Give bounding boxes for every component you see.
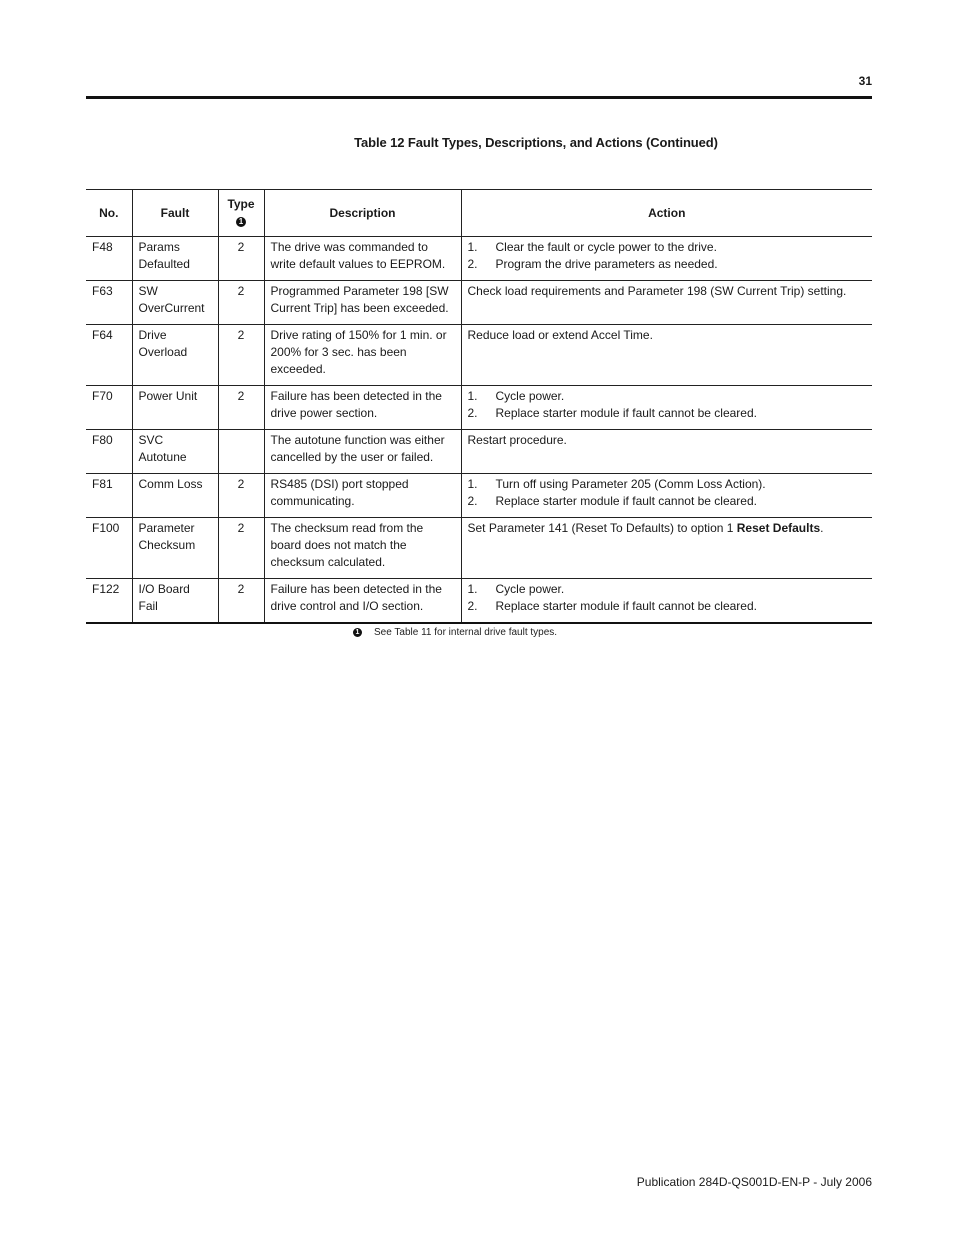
fault-number: F80 (86, 430, 132, 474)
publication-footer: Publication 284D-QS001D-EN-P - July 2006 (636, 1175, 872, 1189)
fault-name: Params Defaulted (132, 237, 218, 281)
action-step-number: 1. (467, 389, 478, 403)
action-step (468, 256, 867, 273)
column-header-fault: Fault (132, 190, 218, 237)
fault-description: RS485 (DSI) port stopped communicating. (264, 474, 461, 518)
action-text-end: . (820, 521, 824, 535)
fault-action (461, 579, 872, 624)
action-step (468, 239, 867, 256)
action-step-text: Clear the fault or cycle power to the drive. (495, 240, 717, 254)
fault-name: SVC Autotune (132, 430, 218, 474)
fault-action: Check load requirements and Parameter 198 (SW Current Trip) setting. (461, 281, 872, 325)
table-row (86, 518, 872, 579)
action-step-text: Replace starter module if fault cannot be cleared. (495, 494, 757, 508)
action-step-number: 1. (467, 582, 478, 596)
fault-table (86, 189, 872, 624)
fault-type: 2 (218, 474, 264, 518)
page-number: 31 (858, 74, 872, 88)
fault-description: Drive rating of 150% for 1 min. or 200% for 3 sec. has been exceeded. (264, 325, 461, 386)
fault-type: 2 (218, 579, 264, 624)
fault-action: Reduce load or extend Accel Time. (461, 325, 872, 386)
fault-type: 2 (218, 386, 264, 430)
column-header-description: Description (264, 190, 461, 237)
column-header-action: Action (461, 190, 872, 237)
action-step-number: 2. (467, 494, 478, 508)
fault-number: F48 (86, 237, 132, 281)
fault-action: Restart procedure. (461, 430, 872, 474)
fault-description: The autotune function was either cancelled by the user or failed. (264, 430, 461, 474)
action-step (468, 493, 867, 510)
fault-name: Drive Overload (132, 325, 218, 386)
fault-name: I/O Board Fail (132, 579, 218, 624)
table-row (86, 474, 872, 518)
action-step-text: Program the drive parameters as needed. (495, 257, 718, 271)
fault-description: Programmed Parameter 198 [SW Current Trip] has been exceeded. (264, 281, 461, 325)
table-header-row (86, 190, 872, 237)
fault-action (461, 237, 872, 281)
top-rule (86, 96, 872, 99)
fault-type: 2 (218, 518, 264, 579)
table-row (86, 430, 872, 474)
fault-number: F81 (86, 474, 132, 518)
action-step (468, 388, 867, 405)
action-step (468, 598, 867, 615)
action-step-text: Turn off using Parameter 205 (Comm Loss Action). (495, 477, 766, 491)
fault-number: F70 (86, 386, 132, 430)
fault-number: F122 (86, 579, 132, 624)
footnote (353, 627, 557, 638)
fault-number: F100 (86, 518, 132, 579)
fault-name: Comm Loss (132, 474, 218, 518)
fault-action (461, 386, 872, 430)
column-header-no: No. (86, 190, 132, 237)
fault-name: SW OverCurrent (132, 281, 218, 325)
footnote-text: See Table 11 for internal drive fault types. (374, 627, 558, 638)
fault-description: The checksum read from the board does not match the checksum calculated. (264, 518, 461, 579)
column-header-type (218, 190, 264, 237)
fault-description: Failure has been detected in the drive control and I/O section. (264, 579, 461, 624)
action-text: Set Parameter 141 (Reset To Defaults) to option 1 (467, 521, 737, 535)
action-step-number: 2. (467, 257, 478, 271)
fault-action (461, 518, 872, 579)
table-row (86, 281, 872, 325)
fault-type: 2 (218, 237, 264, 281)
table-row (86, 325, 872, 386)
fault-number: F64 (86, 325, 132, 386)
action-step-text: Cycle power. (495, 582, 565, 596)
fault-name: Parameter Checksum (132, 518, 218, 579)
table-row (86, 579, 872, 624)
action-step (468, 405, 867, 422)
fault-name: Power Unit (132, 386, 218, 430)
action-step (468, 581, 867, 598)
column-header-type-label: Type (227, 197, 255, 211)
fault-action (461, 474, 872, 518)
footnote-marker-icon: 1 (236, 217, 246, 227)
action-step (468, 476, 867, 493)
table-row (86, 386, 872, 430)
fault-type (218, 430, 264, 474)
fault-description: Failure has been detected in the drive power section. (264, 386, 461, 430)
footnote-marker-icon: 1 (353, 628, 362, 637)
action-step-number: 2. (467, 406, 478, 420)
action-option-name: Reset Defaults (736, 521, 821, 535)
fault-number: F63 (86, 281, 132, 325)
fault-type: 2 (218, 325, 264, 386)
fault-description: The drive was commanded to write default values to EEPROM. (264, 237, 461, 281)
action-step-text: Replace starter module if fault cannot be cleared. (495, 599, 757, 613)
action-step-number: 1. (467, 240, 478, 254)
fault-type: 2 (218, 281, 264, 325)
action-step-text: Replace starter module if fault cannot be cleared. (495, 406, 757, 420)
action-step-number: 2. (467, 599, 478, 613)
table-row (86, 237, 872, 281)
table-title: Table 12 Fault Types, Descriptions, and Actions (Continued) (354, 135, 718, 150)
action-step-number: 1. (467, 477, 478, 491)
action-step-text: Cycle power. (495, 389, 565, 403)
